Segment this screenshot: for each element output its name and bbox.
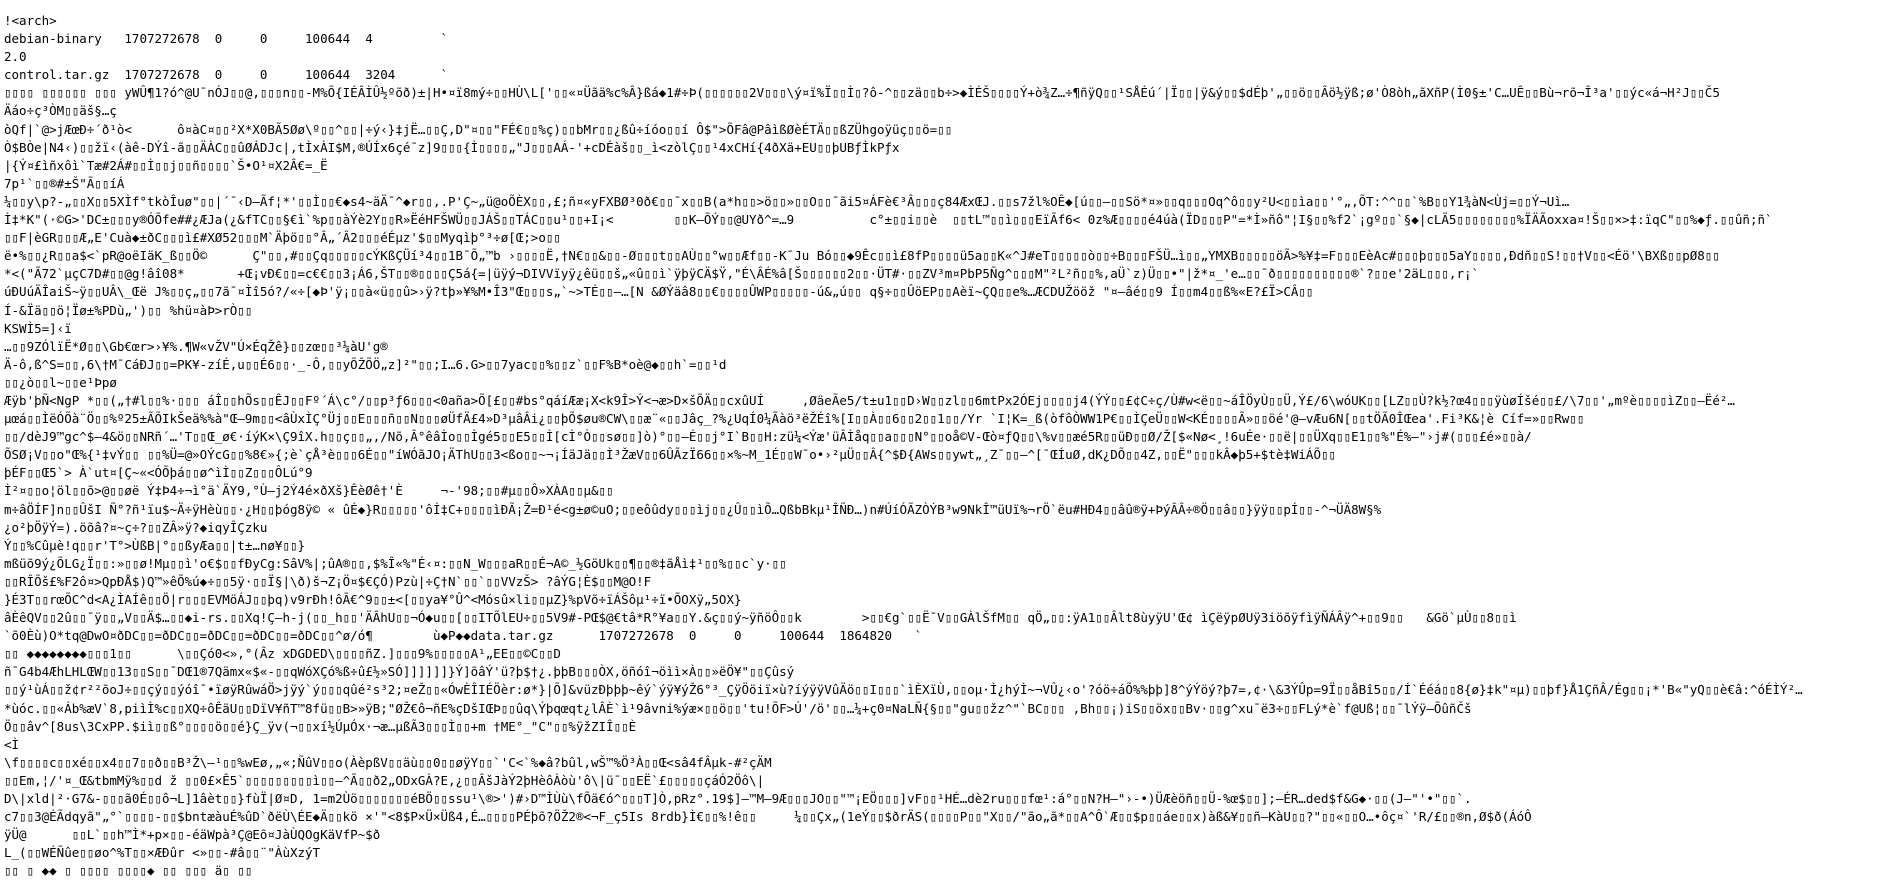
content-line: control.tar.gz 1707272678 0 0 100644 3204 `	[4, 67, 449, 83]
content-line: ▯▯ý¹ùÁ▯▯ž¢r²²õoJ÷▯▯çý▯▯ýóî¯•ïøÿRûwáÖ>jÿý`ý▯▯▯qûé²s³2;¤eŽ▯▯«ÓwÈÎIÉÖèr:ø*}|Õ]&vüzÐþþþ~êý`ýÿ¥ýŽ6°³_ÇÿÖöiï×ù?íýÿÿVûÄö▯▯I▯▯▯`ìÈXïÙ,▯▯oµ·Ì¿hýÌ~¬VÛ¿‹o'?óö÷áÕ%%þþ]8^ýÝöý?þ7=,¢·\&3ÝÛp=9Ï▯▯åBî5▯▯/Í`Ééá▯▯8{ø}‡k"¤µ)▯▯þf}Å1ÇñÂ/Ég▯▯¡*'B«"yQ▯▯è€â:^óÉÌÝ²…	[4, 682, 1803, 698]
content-line: ▯▯¿ò▯▯l~▯▯e¹Þpø	[4, 374, 117, 390]
content-line: `õ0Èù)O*tq@DwO¤ðDC▯▯=ðDC▯▯=ðDC▯▯=ðDC▯▯=ðDC▯▯^ø/ó¶ ù◆P◆◆data.tar.gz 1707272678 0 0 100644 1864820 `	[4, 628, 923, 644]
content-line: ¿o²þÖÿÝ=).öõâ?¤~ç÷?▯▯ZÂ»ÿ?◆iqyÎÇzku	[4, 519, 268, 535]
content-line: ▯▯ ▯ ◆◆ ▯ ▯▯▯▯ ▯▯▯▯◆ ▯▯ ▯▯▯ ä▯ ▯▯	[4, 863, 253, 879]
content-line: Æÿb'þÑ<NgP *▯▯(„†#l▯▯%·▯▯▯ áÎ▯▯hÕs▯▯ÊJ▯▯Fº´Á\c°/▯▯p³ƒ6▯▯▯<0aña>Õ[£▯▯#bs°qáíÆæ¡X<k9Î>Ý<¬æ>D×šÕÄ▯▯cxûUÍ ,ØäeÃe5/t±u1▯▯D›W▯▯zl▯▯6mtPx2ÓEj▯▯▯▯j4(ÝÝ▯▯£¢C÷ç/Ù#w<ë▯▯~áÎÖyÙ▯▯Ü,Ý£/6\wóUK▯▯[LZ▯▯Ù?k½?œ4▯▯▯ÿùøÍšé▯▯£/\7▯▯'„mºè▯▯▯▯ìZ▯▯–Ëé²…	[4, 392, 1735, 408]
content-line: Ì²¤▯▯o¦öl▯▯õ>@▯▯øë Ý‡Þ4÷¬ì°ä`ÄY9,°Ù–j2Ý4é×ðXš}ÊèØê†'È ¬-'98;▯▯#µ▯▯Ô»XÀA▯▯µ&▯▯	[4, 483, 614, 499]
content-line: }É3T▯▯rœÕC^d<A¿ÌAÍê▯▯Ö|r▯▯▯EVMöÁJ▯▯þq)v9rÐh!ôÃ€^9▯▯±<[▯▯ya¥°Û^<Mósû×li▯▯µZ}%pVõ÷ïÁŠôµ¹÷ï•ÕOXÿ„5OX}	[4, 592, 742, 607]
content-line: ▯▯▯▯ ▯▯▯▯▯▯ ▯▯▯ yWÛ¶1?ó^@U¯nÓJ▯▯@,▯▯▯n▯▯-M%Õ{IÉÂÌÛ½ºõð)±|H•¤ï8mý÷▯▯HÙ\L['▯▯«¤Üãä%c%Â}ßá◆1#÷Þ(▯▯▯▯▯▯2V▯▯▯\ý¤ï%Ï▯▯Ì▯?ô-^▯▯zä▯▯b÷>◆ÌÉŠ▯▯▯▯Ý+ò¾Z…÷¶ñÿQ▯▯¹SÅÉú´|Ï▯▯|ÿ&ý▯▯$dÉþ'„▯▯ö▯▯Âö½ÿß;ø'Ò8òh„ãXñP(Ì0§±'C…UÊ▯▯Bù¬rõ¬Î³a'▯▯ýc«á¬H²J▯▯Č5	[4, 85, 1720, 101]
content-line: Ý▯▯%Cûµè!q▯▯r'T°>ÙßB|°▯▯ßyÆa▯▯|t±…nø¥▯▯}	[4, 537, 306, 553]
content-line: m÷âÖÍF]n▯▯ÛšI Ñ°?ñ¹ïu$~Ä÷ÿHèù▯▯·¿H▯▯þóg8ÿ© « ûÉ◆}R▯▯▯▯▯'ôÍ‡C+▯▯▯▯ìÐÃ¡Ž=Ð¹é<g±ø©uO;▯▯eôûdy▯▯▯ìj▯▯¿Û▯▯ìÕ…QßbBkµ¹ÎÑÐ…)n#ÚíÓÃZÒÝB³w9NkÎ™üUï%¬rÖ`ëu#HÐ4▯▯âû®ÿ+ÞýÂÂ÷®Ö▯▯â▯▯}ÿÿ▯▯pÍ▯▯-^¬ÜÄ8W§%	[4, 501, 1382, 517]
content-line: Ò$BÒe|N4‹)▯▯žï‹(àê-DÝî-ã▯▯ÄÀC▯▯ûØÁDJc|,tÌxÀI$M,®ÚÍx6çé¯z]9▯▯▯{Ì▯▯▯▯„"J▯▯▯AÁ-'+cDÉàš▯▯_ì<zòlÇ▯▯¹4xCHí{4ðXä+EU▯▯þUBƒÌkPƒx	[4, 139, 900, 155]
content-line: ▯▯Em,¦/'¤_Œ&tbmMÿ%▯▯d ž ▯▯0£×Ê5`▯▯▯▯▯▯▯▯▯ì▯▯–^Ã▯▯ð2„ODxGÀ?E,¿▯▯ÂšJàÝ2þHèôÀòù'ô\|ü¯▯▯EË`£▯▯▯▯▯çáÓ2Öô\|	[4, 772, 765, 788]
content-line: Äáo÷ç³ÒM▯▯äš§…ç	[4, 103, 117, 119]
content-line: ÕSØ¡V▯▯o"Œ%{¹‡vÝ▯▯ ▯▯%Ü=@»OÝcG▯▯%8€»{;è`çÅ³è▯▯▯6É▯▯"íWÓãJO¡ÄThU▯▯3<ßo▯▯~¬¡ÍäJä▯▯Ì³ŽæV▯▯6ÛÃzÏ66▯▯×%~M_1É▯▯W¯o•›²µÜ▯▯Â{^$Ð{AWs▯▯ywt„¸Z¯▯▯–^[¯ŒÍuØ,dK¿DÕ▯▯4Z,▯▯Ë"▯▯▯kÂ◆þ5+$tè‡WiÁÕ▯▯	[4, 447, 1337, 463]
content-line: *<("Ã72`µçC7D#▯▯@g!âî08* +Œ¡vÐ€▯▯=c€€▯▯3¡Á6,ŠT▯▯®▯▯▯▯Ç5á{=|üÿý¬DIVVïyÿ¿êü▯▯š„«û▯▯ì`ÿþÿCÄ$Ÿ,"É\ÂÉ%â[Š▯▯▯▯▯▯2▯▯·ÜT#·▯▯ZV³m¤PbP5Ñg^▯▯▯M"²L²ñ▯▯%,aÜ`z)Ü▯▯•"|ž*¤_'e…▯▯¯ð▯▯▯▯▯▯▯▯▯▯®`?▯▯e'2äL▯▯▯,r¡`	[4, 266, 1480, 282]
content-line: *ùóc.▯▯«Áb%æV`8,piìÌ%c▯▯XQ÷ôÊäU▯▯DïV¥ñT™8fü▯▯B>»ÿB;"ØŽ€ô¬ñE%çDšIŒÞ▯▯ûq\Ýþqœqt¿lÂÈ`ì¹9âvni%ýæ×▯▯ö▯▯'tu!ÕF>Ú'/ö'▯▯…¼+ç0¤NaLÑ{§▯▯"gu▯▯žz^"`BC▯▯▯ ,Bh▯▯¡)iS▯▯öx▯▯Bv·▯▯g^xu¯ë3÷▯▯FLý*è`f@Uß¦▯▯¯lÝÿ–ÕûñČš	[4, 700, 1472, 716]
content-line: 2.0	[4, 49, 27, 65]
content-line: ▯▯/dèJ9™gc^$–4&ö▯▯NRñ´…'T▯▯Œ_ø€·íýK×\Ç9îX.h▯▯ç▯▯„,/Nõ,Â°êâÌo▯▯Ìgé5▯▯E5▯▯Ì[cÌ°Ò▯▯sø▯▯]ò)°▯▯–É▯▯j°I`B▯▯H:zü¼<Ýæ'üÂÌåq▯▯a▯▯▯N°▯▯oå©V-Œò¤ƒQ▯▯\%v▯▯æé5R▯▯üÐ▯▯Ø/Ž[$«Nø<¸!6uÉe·▯▯ë|▯▯ÜXq▯▯E1▯▯%"É%–"›j#(▯▯▯£é»▯▯à/	[4, 429, 1532, 445]
content-line: ñ¯G4b4ÆhLHLŒW▯▯13▯▯S▯▯¯DŒ1®7Qämx«$«-▯▯qWóXÇó%ß÷û£½»SÓ]]]]]]}Ý]õâÝ'ü?þ$†¿.þþB▯▯▯ÒX,öñóî¬öìì×À▯▯»ëÖ¥"▯▯Çûsý	[4, 664, 795, 680]
content-line: !<arch>	[4, 13, 57, 28]
content-line: ¼▯▯y\p?-„▯▯X▯▯5XÌf°tkòÎuø"▯▯|´¯‹D–Ãf¦*'▯▯Ì▯▯€◆s4~äÄ¯^◆r▯▯,.P'Ç~„ü@oÕÈX▯▯,£;ñ¤«yFXBØ³0ð€▯▯¯x▯▯B(a*h▯▯>ö▯▯»▯▯O▯▯¯ãi5¤ÁFè€³Â▯▯▯ç84ÆxŒJ.▯▯s7žl%OÊ◆[ú▯▯–▯▯Sö*¤»▯▯q▯▯▯Oq^ô▯▯y²U<▯▯ìa▯▯'°„,ÕT:^^▯▯`%B▯▯Y1¾àN<Ùj=▯▯Ý¬Uì…	[4, 193, 1570, 209]
content-line: ▯▯F|èGR▯▯▯Æ„E'Cuà◆±ðC▯▯▯ì£#XØ52▯▯▯M`Äþö▯▯°Â„´Â2▯▯▯éÉµz'$▯▯Myqìþ°³÷ø[Œ;>o▯▯	[4, 230, 561, 246]
content-line: D\|xld|²·G7&-▯▯▯ã0É▯▯ô¬L]1âèt▯▯}fùÏ|Ø¤D, 1=m2Ùö▯▯▯▯▯▯▯éBÖ▯▯ssu¹\®>')#›D™ÌÙù\fÕä€ó^▯▯▯T]Ò,pRz°.19$]–™M–9Æ▯▯▯JO▯▯"™¡EÖ▯▯▯]vF▯▯¹HÉ…dè2ru▯▯▯fœ¹:á°▯▯N?H–"›-•)ÜÆèöñ▯▯Ü-%œ$▯▯];–ÉR…ded$f&G◆·▯▯(J–"'•"▯▯`.	[4, 791, 1472, 807]
content-line: úÐUúÄÎaiŠ~ÿ▯▯UÂ\_Œë J%▯▯ç„▯▯7ã¯¤Ìî5ó?/«÷[◆Þ'ÿ¡▯▯à«ü▯▯û>›ÿ?tþ»¥%M•Î3"Œ▯▯▯s„`~>TÉ▯▯–…[N &ØÝäâ8▯▯€▯▯▯▯ÛWP▯▯▯▯▯-ú&„ú▯▯ q§÷▯▯ÛöEP▯▯Aèï~ÇQ▯▯e%…ÆCDUŽööž "¤–âé▯▯9 Í▯▯m4▯▯ß%«E?£Ï>CÂ▯▯	[4, 284, 1314, 300]
content-line: Ö▯▯âv^[8us\3CxPP.$iì▯▯ß°▯▯▯▯ö▯▯é}Ç_ÿv(¬▯▯xí½ÚµÓx·¬æ…µßÃ3▯▯▯Ì▯▯+m †ME°_"C"▯▯%ÿžZIÎ▯▯È	[4, 718, 637, 734]
content-line: L_(▯▯WÉÑûe▯▯øo^%T▯▯×ÆÐûr <»▯▯-#â▯▯¨"ÀùXzýT	[4, 845, 321, 861]
content-line: |{Ý¤£ìñxôì`Tæ#2Á#▯▯Ì▯▯j▯▯ñ▯▯▯▯`Š•O¹¤X2Â€=_Ë	[4, 157, 328, 173]
content-line: ÿÜ@ ▯▯L`▯▯h™Ì*+p×▯▯-éäWpà³Ç@Eõ¤JàÙQOgKäVfP~$ð	[4, 827, 381, 843]
content-line: ▯▯ ◆◆◆◆◆◆◆◆▯▯▯1▯▯ \▯▯Çó0<»,°(Âz xDGDED\▯▯▯▯ñZ.]▯▯▯9%▯▯▯▯▯A¹„EE▯▯©C▯▯D	[4, 646, 561, 662]
content-line: µœá▯▯ÌëÓÕà¨Ö▯▯%º25±ÃÕIkŠeä%%à"Œ–9m▯▯<âÙxÌÇ°Üj▯▯E▯▯▯ñ▯▯N▯▯▯øÜfÄ£4»D³µâÂi¿▯▯þÕ$øu®CW\▯▯æ¨«▯▯Jâç_?%¿UqÍ0¼Ãàö³ëŽÉî%[I▯▯À▯▯6▯▯2▯▯1▯▯/Yr `I¦K=_ß(òfôÒWW1P€▯▯ÌÇeÜ▯▯W<KÉ▯▯▯▯Ã»▯▯öé'@–vÆu6N[▯▯tÖÃ0ÎŒea'.Fi³K&¦è Cíf=»▯▯Rw▯▯	[4, 411, 1585, 427]
content-line: âÈêQV▯▯2û▯▯¯ÿ▯▯„V▯▯Ä$…▯▯◆i-rs.▯▯Xq!Ç–h-j(▯▯_h▯▯'ÄÂhU▯▯¬Ó◆u▯▯[▯▯ITÕlEU÷▯▯5V9#-PŒ$@€tâ*R°¥a▯▯Y.&ç▯▯ý~ÿñöÔ▯▯k >▯▯€g`▯▯Ë¯V▯▯GÀlŠfM▯▯ qÖ„▯▯:ÿA1▯▯Âlt8ùyÿU'Œ¢ ìÇëÿpØUÿ3iöõÿfìÿÑÁÂÿ^+▯▯9▯▯ &Gö`µÙ▯▯8▯▯ì	[4, 610, 1517, 626]
content-line: Ì‡*K"(·©G>'DC±▯▯▯y®ÓÕfe##¿ÆJa(¿&fTC▯▯§€ì`%p▯▯àÝè2Y▯▯R»ËéHFŠWÜ▯▯JÁŠ▯▯TÁC▯▯u¹▯▯+I¡< ▯▯K–ÕÝ▯▯@UYð^=…9 c°±▯▯i▯▯è ▯▯tL™▯▯ì▯▯▯EïÃf6< 0z%Æ▯▯▯▯é4úà(ÏD▯▯▯P"=*Ì»ñô"¦I§▯▯%f2`¡gº▯▯`§◆|cLÄ5▯▯▯▯▯▯▯▯%ÏÄÃoxxa¤!Š▯▯×>‡:ïqC"▯▯%◆ƒ.▯▯ûñ;ñ`	[4, 212, 1773, 228]
content-line: \f▯▯▯▯c▯▯xé▯▯x4▯▯7▯▯ð▯▯B³Ž\–¹▯▯%wEø,„«;ÑûV▯▯o(ÀèpßV▯▯äù▯▯0▯▯øÿY▯▯`'C<`%◆â?bûl,wŠ™%Ö³À▯▯Œ<sâ4fÂµk-#²çÄM	[4, 754, 772, 770]
content-line: ▯▯RÎÕš£%F2ô¤>QpÐÅ$)Q™»êÕ%ú◆÷▯▯5ÿ·▯▯Ï§|\ð)š¬Z¡Ö¤$€ÇÓ)Pzù|÷Ç†N`▯▯`▯▯VVzŠ> ?âÝG¦È$▯▯M@O!F	[4, 573, 652, 589]
content-line: Ä-ô,ß^S=▯▯,6\†M¯CáÐJ▯▯=PK¥-zíÉ,u▯▯É6▯▯·_-Ô,▯▯yÕŽÕÖ„z]²"▯▯;I…6.G>▯▯7yac▯▯%▯▯z`▯▯F%B*oè@◆▯▯h`=▯▯¹d	[4, 356, 727, 372]
content-line: …▯▯9ZÓlïË*Ø▯▯\Gb€œr>›¥%.¶W«vŽV"Ú×ÉqŽê}▯▯zœ▯▯³¼àU'g®	[4, 338, 388, 354]
content-line: þÉF▯▯Œ5`> À`ut¤[Ç~«<ÓÕþá▯▯ø^ìÌ▯▯Z▯▯▯ÔLú°9	[4, 465, 313, 481]
content-line: mßüõ9ý¿ÕLG¿Ï▯▯:»▯▯ø!Mµ▯▯ì'o€$▯▯fÐyCg:SâV%|;ûA®▯▯,$%Î«%"É‹¤:▯▯N_W▯▯▯aR▯▯É¬A©_½GöUk▯▯¶▯▯®‡ãÅì‡¹▯▯%▯▯c`y·▯▯	[4, 555, 787, 571]
content-line: ë•%▯▯¿R▯▯a$<`pR@oëIäK_ß▯▯Ö© Ç"▯▯,#▯▯Çq▯▯▯▯▯cÝKßÇÜí³4▯▯1B¯Õ„™b ›▯▯▯▯Ë,†N€▯▯&▯▯-Ø▯▯▯t▯▯AÙ▯▯°w▯▯Æf▯▯-K¯Ju Bó▯▯◆9Êc▯▯ì£8fP▯▯▯▯ü5a▯▯K«^J#eT▯▯▯▯▯ò▯▯÷B▯▯▯FŠÜ…ì▯▯„YMXB▯▯▯▯▯öÃ>%¥‡=F▯▯▯EèAc#▯▯▯þ▯▯▯5aY▯▯▯▯,Ðdñ▯▯S!▯▯†V▯▯<Éö'\BXß▯▯pØ8▯▯	[4, 248, 1720, 264]
content-line: debian-binary 1707272678 0 0 100644 4 `	[4, 31, 449, 47]
content-line: c7▯▯3@ÉÃdqyã"„°`▯▯▯▯-▯▯$bntæàuÉ%ûD`ðëÙ\ÉE◆Ä▯▯kö ×'"<8$P×Ü×Üß4,É…▯▯▯▯PÉþõ?ÖŽ2®<¬F_ç5Is 8rdb}Ì€▯▯%!ê▯▯ ¼▯▯Çx„(1eÝ▯▯$ðrÄS(▯▯▯▯P▯▯"X▯▯/"ão„ã*▯▯A^Ô`Æ▯▯$p▯▯áe▯▯x)àß&¥▯▯ñ–KàU▯▯?"▯▯«▯▯O…•ôç¤`'R/£▯▯®n,Ø$ð(ÁóÔ	[4, 809, 1532, 825]
content-line: òQf|`@>jÆœÐ÷´ð¹ò< ô¤àC¤▯▯²X*X0BÃ5Øø\º▯▯^▯▯|÷ý‹}‡jË…▯▯Ç,D"¤▯▯"FÉ€▯▯%ç)▯▯bMr▯▯¿ßû÷íóo▯▯í Ô$">ÕFâ@PâìßØèÉTÄ▯▯ßZÜhgoÿüç▯▯ö=▯▯	[4, 121, 953, 137]
content-line: <Ì	[4, 736, 20, 752]
content-line: 7p¹`▯▯®#±Š"Ã▯▯íÁ	[4, 175, 125, 191]
content-line: Í-&Ïä▯▯ö¦Ïø±%PDù„')▯▯ %hü¤àÞ>rÒ▯▯	[4, 302, 253, 318]
content-line: KSWÌ5=]‹ï	[4, 320, 72, 336]
